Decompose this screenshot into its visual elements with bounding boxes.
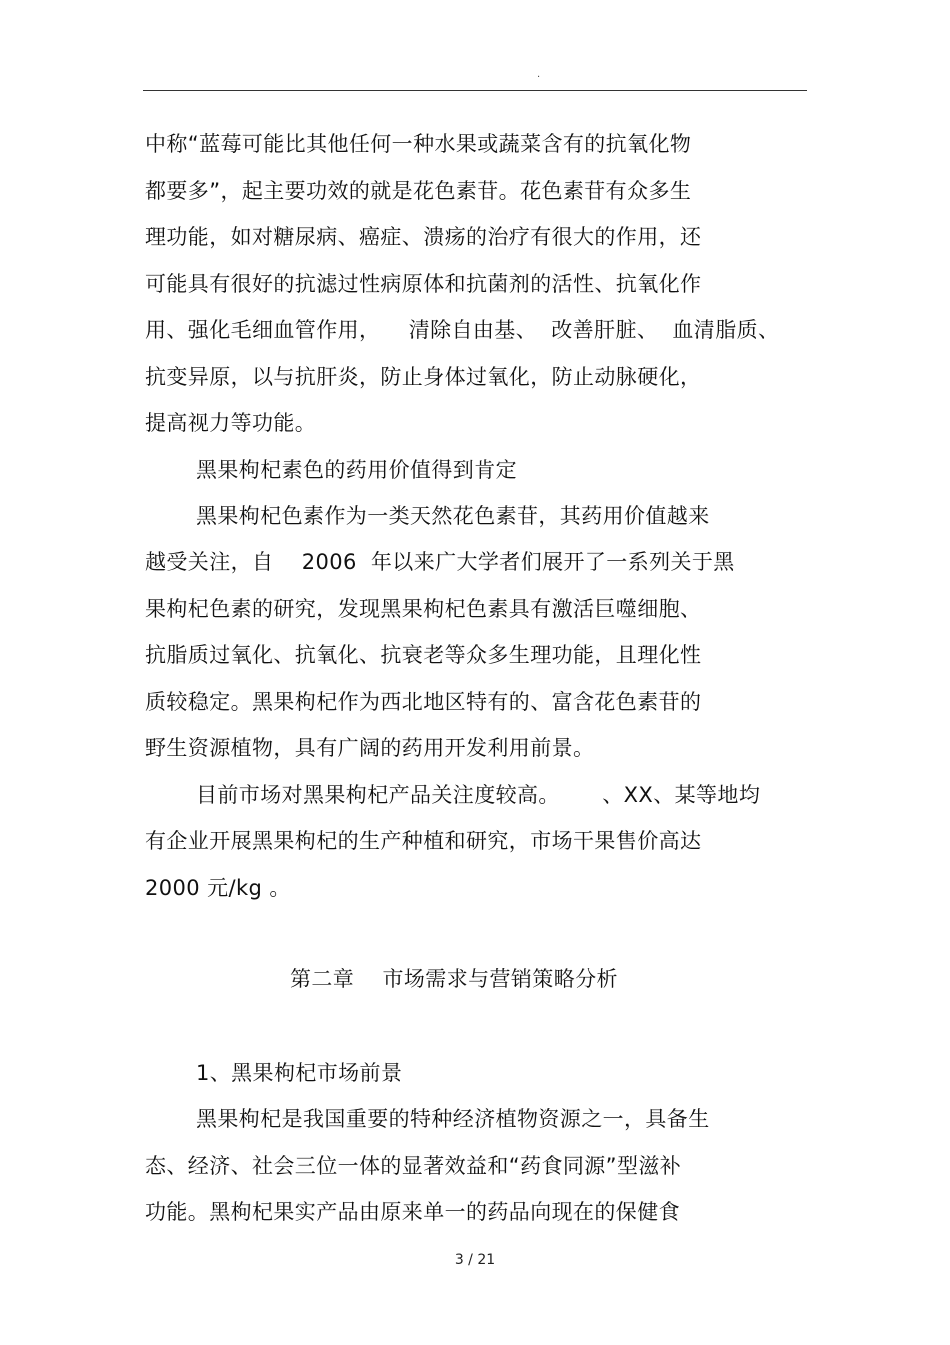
header-dot: . [537, 69, 541, 80]
body-line: 态、经济、社会三位一体的显著效益和“药食同源”型滋补 [145, 1154, 682, 1178]
body-line: 抗变异原，以与抗肝炎，防止身体过氧化，防止动脉硬化， [145, 365, 702, 389]
body-line: 野生资源植物，具有广阔的药用开发利用前景。 [145, 736, 595, 760]
section-title: 1、黑果枸杞市场前景 [196, 1061, 403, 1085]
body-line: 质较稳定。黑果枸杞作为西北地区特有的、富含花色素苷的 [145, 690, 702, 714]
header-rule [143, 90, 807, 91]
body-line: 可能具有很好的抗滤过性病原体和抗菌剂的活性、抗氧化作 [145, 272, 702, 296]
body-line: 功能。黑枸杞果实产品由原来单一的药品向现在的保健食 [145, 1200, 680, 1224]
chapter-title: 第二章 市场需求与营销策略分析 [290, 967, 618, 991]
body-line: 理功能，如对糖尿病、癌症、溃疡的治疗有很大的作用，还 [145, 225, 702, 249]
body-line: 果枸杞色素的研究，发现黑果枸杞色素具有激活巨噬细胞、 [145, 597, 702, 621]
body-line: 黑果枸杞是我国重要的特种经济植物资源之一，具备生 [196, 1107, 710, 1131]
body-line: 都要多”，起主要功效的就是花色素苷。花色素苷有众多生 [145, 179, 692, 203]
body-line: 有企业开展黑果枸杞的生产种植和研究，市场干果售价高达 [145, 829, 702, 853]
subheading: 黑果枸杞素色的药用价值得到肯定 [196, 458, 517, 482]
page-number: 3 / 21 [454, 1252, 496, 1268]
body-line: 用、强化毛细血管作用， 清除自由基、 改善肝脏、 血清脂质、 [145, 318, 780, 342]
body-line: 越受关注，自 2006 年以来广大学者们展开了一系列关于黑 [145, 550, 735, 574]
body-line: 抗脂质过氧化、抗氧化、抗衰老等众多生理功能，且理化性 [145, 643, 702, 667]
body-line: 中称“蓝莓可能比其他任何一种水果或蔬菜含有的抗氧化物 [145, 132, 692, 156]
body-line: 2000 元/kg 。 [145, 876, 291, 900]
body-line: 黑果枸杞色素作为一类天然花色素苷，其药用价值越来 [196, 504, 710, 528]
body-line: 目前市场对黑果枸杞产品关注度较高。 、XX、某等地均 [196, 783, 761, 807]
body-line: 提高视力等功能。 [145, 411, 317, 435]
